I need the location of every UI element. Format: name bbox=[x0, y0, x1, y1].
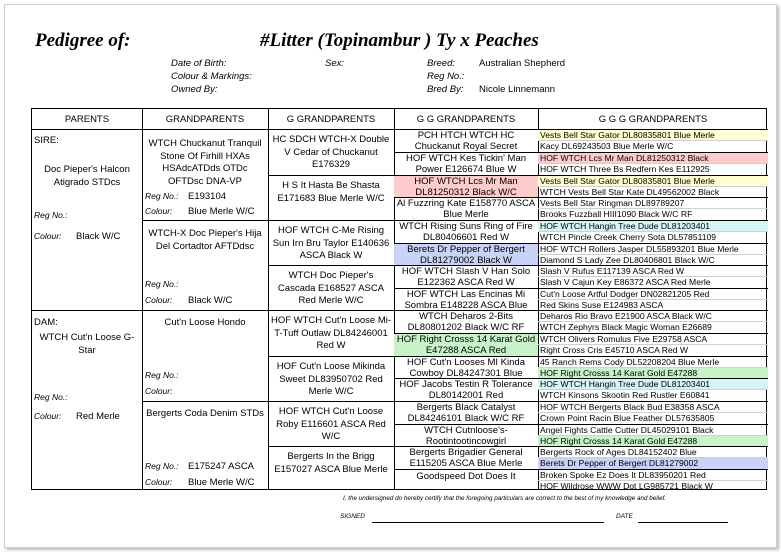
g-grandparent-name: HOF WTCH Cut'n Loose Mi-T-Tuff Outlaw DL84246001 Red W bbox=[270, 315, 392, 351]
bred-by-value: Nicole Linnemann bbox=[479, 84, 556, 95]
gg-grandparent-name: HOF WTCH Kes Tickin' Man Power E126674 Blue W bbox=[405, 153, 527, 175]
grandparent-colour-label: Colour: bbox=[145, 477, 173, 487]
dam-name: WTCH Cut'n Loose G-Star bbox=[39, 332, 135, 356]
ggg-grandparent: Vests Bell Star Gator DL80835801 Blue Merle bbox=[538, 176, 768, 187]
sire-cell bbox=[32, 130, 142, 311]
g-grandparent-cell bbox=[268, 311, 394, 357]
grandparent-colour-label: Colour: bbox=[145, 386, 173, 396]
g-grandparent-cell bbox=[268, 130, 394, 176]
date-line[interactable] bbox=[638, 522, 728, 523]
ggg-grandparent-pair bbox=[538, 379, 768, 402]
ggg-grandparent: Right Cross Cris E45710 ASCA Red W bbox=[540, 345, 689, 356]
sire-reg-label: Reg No.: bbox=[34, 210, 68, 220]
ggg-grandparent: WTCH Olivers Romulus Five E29758 ASCA bbox=[538, 334, 768, 345]
colour-markings-label: Colour & Markings: bbox=[171, 71, 252, 82]
certification-text: I, the undersigned do hereby certify that the foregoing particulars are correct to the best of my knowledge and belief. bbox=[343, 495, 667, 502]
ggg-grandparent: HOF WTCH Rollers Jasper DL55893201 Blue Merle bbox=[538, 244, 768, 255]
ggg-grandparent: HOF WTCH Hangin Tree Dude DL81203401 bbox=[538, 379, 768, 390]
gg-grandparent-name: HOF WTCH Lcs Mr Man DL81250312 Black W/C bbox=[414, 176, 518, 198]
grandparent-reg-label: Reg No.: bbox=[145, 279, 179, 289]
gg-grandparent-name: WTCH Rising Suns Ring of Fire DL80406601 Red W bbox=[399, 221, 533, 243]
ggg-grandparent: Slash V Cajun Key E86372 ASCA Red Merle bbox=[540, 277, 711, 288]
gg-grandparent-name: Bergerts Black Catalyst DL84246101 Black W/C RF bbox=[407, 402, 525, 424]
ggg-grandparent: Berets Dr Pepper of Bergert DL81279002 bbox=[538, 458, 768, 469]
ggg-grandparent-pair bbox=[538, 289, 768, 311]
grandparent-colour-value: Blue Merle W/C bbox=[188, 477, 255, 488]
gg-grandparent-cell bbox=[394, 379, 538, 402]
ggg-grandparent: Angel Fights Cattle Cutter DL45029101 Black bbox=[538, 425, 768, 436]
grandparent-colour-value: Black W/C bbox=[188, 295, 233, 306]
gg-grandparent-cell bbox=[394, 289, 538, 311]
dam-colour-label: Colour: bbox=[34, 411, 62, 421]
ggg-grandparent: Bergerts Rock of Ages DL84152402 Blue bbox=[538, 447, 768, 458]
gg-grandparent-name: WTCH Cutnloose's-Rootintootincowgirl bbox=[424, 425, 508, 447]
g-grandparent-cell bbox=[268, 357, 394, 402]
g-grandparent-cell bbox=[268, 176, 394, 221]
ggg-grandparent-pair bbox=[538, 153, 768, 176]
gg-grandparent-name: HOF WTCH Las Encinas Mi Sombra E148228 ASCA Blue bbox=[404, 289, 528, 311]
ggg-grandparent-pair bbox=[538, 470, 768, 491]
ggg-grandparent: HOF WTCH Hangin Tree Dude DL81203401 bbox=[538, 221, 768, 232]
ggg-grandparent: WTCH Vests Bell Star Kate DL49562002 Black bbox=[540, 187, 720, 198]
gg-grandparent-cell bbox=[394, 130, 538, 153]
g-grandparent-cell bbox=[268, 402, 394, 447]
g-grandparent-cell bbox=[268, 266, 394, 311]
gg-grandparent-name: WTCH Deharos 2-Bits DL80801202 Black W/C RF bbox=[407, 311, 525, 333]
sire-colour-value: Black W/C bbox=[76, 231, 121, 242]
ggg-grandparent: Diamond S Lady Zee DL80406801 Black W/C bbox=[540, 255, 715, 266]
breed-label: Breed: bbox=[427, 58, 455, 69]
gg-grandparent-name: Bergerts Brigadier General E115205 ASCA Blue Merle bbox=[409, 447, 523, 469]
gg-grandparent-cell bbox=[394, 357, 538, 379]
grandparent-name: Bergerts Coda Denim STDs bbox=[146, 408, 264, 419]
ggg-grandparent-pair bbox=[538, 357, 768, 379]
ggg-grandparent-pair bbox=[538, 447, 768, 470]
ggg-grandparent: Red Skins Suse E124983 ASCA bbox=[540, 300, 664, 311]
ggg-grandparent: WTCH Kinsons Skootin Red Rustler E60841 bbox=[540, 390, 710, 401]
breed-value: Australian Shepherd bbox=[479, 58, 566, 69]
g-grandparent-cell bbox=[268, 221, 394, 266]
ggg-grandparent-pair bbox=[538, 221, 768, 244]
sex-label: Sex: bbox=[325, 58, 345, 69]
dam-cell bbox=[32, 311, 142, 491]
grandparent-reg-value: E175247 ASCA bbox=[188, 461, 255, 472]
ggg-grandparent: HOF Right Crosss 14 Karat Gold E47288 bbox=[538, 368, 768, 379]
ggg-grandparent-pair bbox=[538, 176, 768, 198]
gg-grandparent-name: Al Fuzzring Kate E158770 ASCA Blue Merle bbox=[396, 198, 536, 220]
header-ggg-grandparents: G G G GRANDPARENTS bbox=[538, 109, 768, 130]
sire-role: SIRE: bbox=[34, 135, 59, 146]
grandparent-cell bbox=[142, 402, 268, 491]
dam-role: DAM: bbox=[34, 317, 58, 328]
gg-grandparent-name: PCH HTCH WTCH HC Chuckanut Royal Secret bbox=[414, 130, 518, 152]
gg-grandparent-cell bbox=[394, 153, 538, 176]
gg-grandparent-cell bbox=[394, 334, 538, 357]
owned-by-label: Owned By: bbox=[171, 84, 218, 95]
gg-grandparent-name: Goodspeed Dot Does It bbox=[416, 471, 516, 482]
gg-grandparent-cell bbox=[394, 425, 538, 447]
reg-no-label: Reg No.: bbox=[427, 71, 465, 82]
grandparent-cell bbox=[142, 311, 268, 402]
ggg-grandparent-pair bbox=[538, 425, 768, 447]
g-grandparent-name: HOF WTCH Cut'n Loose Roby E116601 ASCA Red W/C bbox=[276, 406, 386, 442]
header-gg-grandparents: G G GRANDPARENTS bbox=[394, 109, 538, 130]
gg-grandparent-cell bbox=[394, 176, 538, 198]
grandparent-name: WTCH-X Doc Pieper's Hija Del Cortadtor AFTDdsc bbox=[148, 228, 262, 252]
dam-colour-value: Red Merle bbox=[76, 411, 120, 422]
ggg-grandparent: WTCH Pincle Creek Cherry Sota DL57851109 bbox=[540, 232, 717, 243]
ggg-grandparent-pair bbox=[538, 402, 768, 425]
ggg-grandparent: HOF WTCH Three Bs Redfern Kes E112925 bbox=[540, 164, 710, 175]
gg-grandparent-cell bbox=[394, 266, 538, 289]
g-grandparent-name: HOF WTCH C-Me Rising Sun Irn Bru Taylor E140636 ASCA Black W bbox=[272, 225, 390, 261]
pedigree-title: Pedigree of: bbox=[35, 30, 131, 51]
ggg-grandparent: Crown Point Racin Blue Feather DL57635805 bbox=[540, 413, 715, 424]
ggg-grandparent: Deharos Rio Bravo E21900 ASCA Black W/C bbox=[538, 311, 768, 322]
date-label: DATE bbox=[616, 513, 633, 520]
header-grandparents: GRANDPARENTS bbox=[142, 109, 268, 130]
grandparent-reg-label: Reg No.: bbox=[145, 370, 179, 380]
grandparent-name: WTCH Chuckanut Tranquil Stone Of Firhill HXAs HSAdcATDds OTDc OFTDsc DNA-VP bbox=[148, 138, 262, 187]
grandparent-colour-value: Blue Merle W/C bbox=[188, 206, 255, 217]
ggg-grandparent-pair bbox=[538, 130, 768, 153]
gg-grandparent-name: HOF Cut'n Looses MI Kinda Cowboy DL84247301 Blue bbox=[407, 357, 525, 379]
ggg-grandparent-pair bbox=[538, 266, 768, 289]
gg-grandparent-cell bbox=[394, 447, 538, 470]
ggg-grandparent-pair bbox=[538, 311, 768, 334]
ggg-grandparent: WTCH Zephyrs Black Magic Woman E26689 bbox=[540, 322, 712, 333]
gg-grandparent-cell bbox=[394, 244, 538, 266]
ggg-grandparent: HOF WTCH Bergerts Black Bud E38358 ASCA bbox=[538, 402, 768, 413]
ggg-grandparent: HOF Wildrose WWW Dot LG985721 Black W bbox=[540, 481, 713, 491]
header-g-grandparents: G GRANDPARENTS bbox=[268, 109, 394, 130]
ggg-grandparent: Vests Bell Star Ringman DL89789207 bbox=[538, 198, 768, 209]
ggg-grandparent: Cut'n Loose Artful Dodger DN02821205 Red bbox=[538, 289, 768, 300]
gg-grandparent-name: HOF WTCH Slash V Han Solo E122362 ASCA Red W bbox=[401, 266, 531, 288]
g-grandparent-name: HC SDCH WTCH-X Double V Cedar of Chuckanut E176329 bbox=[272, 134, 390, 170]
gg-grandparent-name: HOF Right Crosss 14 Karat Gold E47288 ASCA Red bbox=[396, 334, 536, 356]
ggg-grandparent: Brooks Fuzzball HIII1090 Black W/C RF bbox=[540, 209, 693, 220]
sire-colour-label: Colour: bbox=[34, 231, 62, 241]
gg-grandparent-name: Berets Dr Pepper of Bergert DL81279002 Black W bbox=[407, 244, 525, 266]
grandparent-cell bbox=[142, 130, 268, 221]
ggg-grandparent-pair bbox=[538, 244, 768, 266]
grandparent-cell bbox=[142, 221, 268, 311]
ggg-grandparent: HOF Right Crosss 14 Karat Gold E47288 bbox=[538, 436, 768, 447]
grandparent-name: Cut'n Loose Hondo bbox=[164, 317, 246, 328]
sire-name: Doc Pieper's Halcon Atigrado STDcs bbox=[44, 164, 130, 188]
ggg-grandparent: Broken Spoke Ez Does It DL83950201 Red bbox=[538, 470, 768, 481]
ggg-grandparent-pair bbox=[538, 198, 768, 221]
ggg-grandparent-pair bbox=[538, 334, 768, 357]
signature-line[interactable] bbox=[372, 522, 604, 523]
g-grandparent-name: Bergerts In the Brigg E157027 ASCA Blue Merle bbox=[274, 451, 388, 475]
dam-reg-label: Reg No.: bbox=[34, 392, 68, 402]
grandparent-reg-label: Reg No.: bbox=[145, 461, 179, 471]
grandparent-reg-value: E193104 bbox=[188, 191, 227, 202]
pedigree-table bbox=[31, 108, 767, 490]
ggg-grandparent: Slash V Rufus E117139 ASCA Red W bbox=[538, 266, 768, 277]
gg-grandparent-cell bbox=[394, 470, 538, 491]
grandparent-reg-label: Reg No.: bbox=[145, 191, 179, 201]
gg-grandparent-cell bbox=[394, 311, 538, 334]
bred-by-label: Bred By: bbox=[427, 84, 464, 95]
grandparent-colour-label: Colour: bbox=[145, 295, 173, 305]
ggg-grandparent: 45 Ranch Rems Cody DL52208204 Blue Merle bbox=[538, 357, 768, 368]
ggg-grandparent: Vests Bell Star Gator DL80835801 Blue Merle bbox=[538, 130, 768, 141]
grandparent-colour-label: Colour: bbox=[145, 206, 173, 216]
g-grandparent-cell bbox=[268, 447, 394, 491]
gg-grandparent-cell bbox=[394, 221, 538, 244]
g-grandparent-name: HOF Cut'n Loose Mikinda Sweet DL83950702 Red Merle W/C bbox=[276, 361, 386, 397]
header-parents: PARENTS bbox=[32, 109, 142, 130]
g-grandparent-name: H S It Hasta Be Shasta E171683 Blue Merle W/C bbox=[277, 180, 385, 204]
gg-grandparent-name: HOF Jacobs Testin R Tolerance DL80142001 Red bbox=[399, 379, 533, 401]
ggg-grandparent: HOF WTCH Lcs Mr Man DL81250312 Black bbox=[538, 153, 768, 164]
date-of-birth-label: Date of Birth: bbox=[171, 58, 227, 69]
ggg-grandparent: Kacy DL69243503 Blue Merle W/C bbox=[540, 141, 674, 152]
gg-grandparent-cell bbox=[394, 198, 538, 221]
litter-name: #Litter (Topinambur ) Ty x Peaches bbox=[260, 30, 539, 51]
gg-grandparent-cell bbox=[394, 402, 538, 425]
signed-label: SIGNED bbox=[340, 513, 365, 520]
g-grandparent-name: WTCH Doc Pieper's Cascada E168527 ASCA Red Merle W/C bbox=[277, 270, 385, 306]
ggg-grandparents-column bbox=[538, 109, 768, 489]
